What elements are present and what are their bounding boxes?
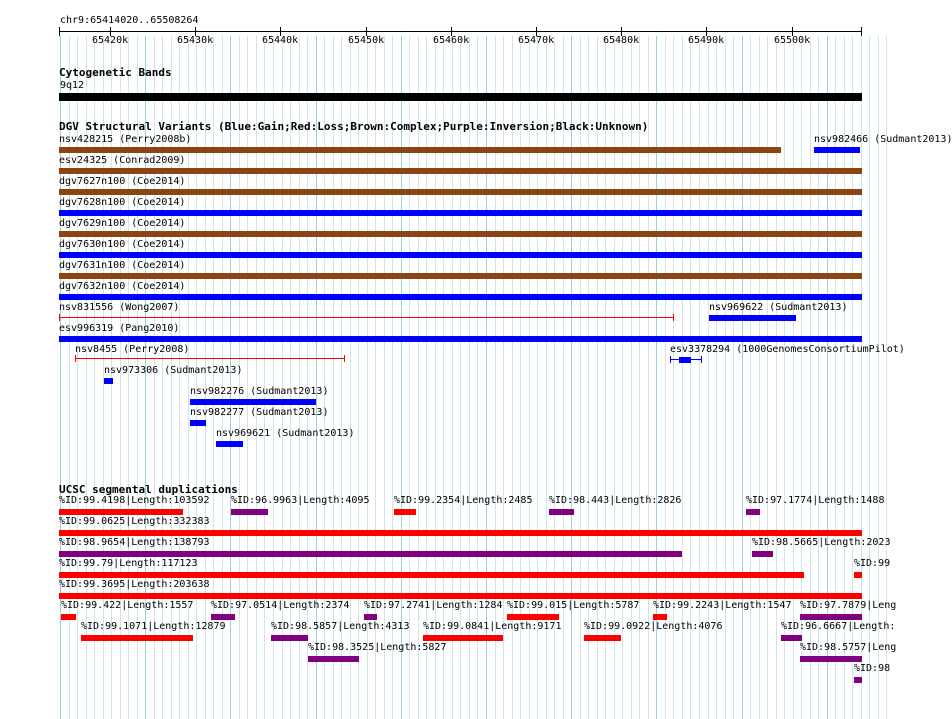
dgv-feature-label[interactable]: dgv7630n100 (Coe2014) (59, 239, 186, 250)
segdup-feature-bar[interactable] (59, 593, 862, 599)
ruler-tick-label: 65480k (603, 35, 640, 46)
segdup-feature-bar[interactable] (211, 614, 235, 620)
dgv-feature-endcap (59, 314, 60, 321)
segdup-feature-label[interactable]: %ID:97.2741|Length:1284 (364, 600, 503, 611)
segdup-feature-bar[interactable] (854, 572, 862, 578)
segdup-feature-label[interactable]: %ID:97.7879|Leng (800, 600, 897, 611)
segdup-feature-bar[interactable] (59, 572, 804, 578)
dgv-feature-label[interactable]: nsv973306 (Sudmant2013) (104, 365, 243, 376)
ruler-tick-label: 65440k (262, 35, 299, 46)
segdup-feature-label[interactable]: %ID:96.9963|Length:4095 (231, 495, 370, 506)
dgv-feature-label[interactable]: esv3378294 (1000GenomesConsortiumPilot) (670, 344, 905, 355)
dgv-feature-endcap (673, 314, 674, 321)
segdup-feature-label[interactable]: %ID:99.4198|Length:103592 (59, 495, 210, 506)
dgv-feature-bar[interactable] (709, 315, 796, 321)
segdup-feature-label[interactable]: %ID:99.422|Length:1557 (61, 600, 194, 611)
segdup-feature-bar[interactable] (59, 530, 862, 536)
segdup-feature-bar[interactable] (507, 614, 559, 620)
segdup-feature-bar[interactable] (231, 509, 268, 515)
dgv-feature-label[interactable]: dgv7632n100 (Coe2014) (59, 281, 186, 292)
dgv-feature-bar[interactable] (59, 210, 862, 216)
dgv-feature-endcap (701, 356, 702, 363)
segdup-feature-label[interactable]: %ID:98.5665|Length:2023 (752, 537, 891, 548)
segdup-feature-bar[interactable] (271, 635, 308, 641)
ruler-tick-label: 65460k (433, 35, 470, 46)
dgv-feature-bar[interactable] (59, 168, 862, 174)
dgv-feature-label[interactable]: nsv982277 (Sudmant2013) (190, 407, 329, 418)
segdup-feature-bar[interactable] (549, 509, 574, 515)
dgv-feature-label[interactable]: nsv831556 (Wong2007) (59, 302, 180, 313)
segdup-feature-label[interactable]: %ID:97.1774|Length:1488 (746, 495, 885, 506)
dgv-feature-bar[interactable] (190, 399, 316, 405)
ruler-tick-label: 65420k (92, 35, 129, 46)
segdup-feature-label[interactable]: %ID:98.5857|Length:4313 (271, 621, 410, 632)
segdup-feature-bar[interactable] (854, 677, 862, 683)
dgv-feature-bar[interactable] (59, 147, 781, 153)
segdup-feature-label[interactable]: %ID:99.0841|Length:9171 (423, 621, 562, 632)
segdup-feature-label[interactable]: %ID:99.2354|Length:2485 (394, 495, 533, 506)
dgv-track-title[interactable]: DGV Structural Variants (Blue:Gain;Red:Loss;Brown:Complex;Purple:Inversion;Black:Unknown) (59, 120, 649, 133)
segdup-feature-bar[interactable] (584, 635, 621, 641)
segdup-feature-label[interactable]: %ID:99.0922|Length:4076 (584, 621, 723, 632)
segdup-feature-label[interactable]: %ID:99.3695|Length:203638 (59, 579, 210, 590)
dgv-feature-label[interactable]: dgv7631n100 (Coe2014) (59, 260, 186, 271)
segdup-feature-bar[interactable] (653, 614, 667, 620)
segdup-feature-label[interactable]: %ID:98.3525|Length:5827 (308, 642, 447, 653)
dgv-feature-bar[interactable] (59, 336, 862, 342)
dgv-feature-label[interactable]: nsv428215 (Perry2008b) (59, 134, 192, 145)
dgv-feature-bar[interactable] (59, 273, 862, 279)
segdup-feature-bar[interactable] (59, 551, 682, 557)
segdup-feature-bar[interactable] (308, 656, 359, 662)
ruler-tick-label: 65430k (177, 35, 214, 46)
segdup-feature-label[interactable]: %ID:97.0514|Length:2374 (211, 600, 350, 611)
segdup-feature-bar[interactable] (81, 635, 193, 641)
dgv-feature-bar[interactable] (814, 147, 860, 153)
segdup-feature-label[interactable]: %ID:99.79|Length:117123 (59, 558, 198, 569)
ruler-axis[interactable] (59, 31, 862, 32)
dgv-feature-endcap (75, 355, 76, 362)
segdup-feature-bar[interactable] (394, 509, 416, 515)
ruler-tick-label: 65450k (348, 35, 385, 46)
dgv-feature-label[interactable]: nsv982276 (Sudmant2013) (190, 386, 329, 397)
segdup-feature-bar[interactable] (781, 635, 802, 641)
cytoband-track-title[interactable]: Cytogenetic Bands (59, 66, 172, 79)
segdup-feature-label[interactable]: %ID:99.1071|Length:12879 (81, 621, 226, 632)
ruler-tick-label: 65500k (774, 35, 811, 46)
dgv-feature-bar[interactable] (679, 357, 691, 363)
ruler-tick-label: 65470k (518, 35, 555, 46)
ruler-left-arrow (59, 27, 60, 36)
dgv-feature-label[interactable]: nsv969621 (Sudmant2013) (216, 428, 355, 439)
dgv-feature-bar[interactable] (59, 294, 862, 300)
cytoband-bar[interactable] (59, 93, 862, 101)
dgv-feature-line[interactable] (75, 358, 344, 359)
segdup-feature-bar[interactable] (59, 509, 183, 515)
segdup-feature-label[interactable]: %ID:99.0625|Length:332383 (59, 516, 210, 527)
segdup-feature-label[interactable]: %ID:96.6667|Length: (781, 621, 896, 632)
dgv-feature-label[interactable]: nsv969622 (Sudmant2013) (709, 302, 848, 313)
segdup-feature-bar[interactable] (423, 635, 503, 641)
dgv-feature-label[interactable]: dgv7629n100 (Coe2014) (59, 218, 186, 229)
dgv-feature-endcap (344, 355, 345, 362)
dgv-feature-label[interactable]: esv24325 (Conrad2009) (59, 155, 186, 166)
dgv-feature-label[interactable]: dgv7628n100 (Coe2014) (59, 197, 186, 208)
dgv-feature-bar[interactable] (190, 420, 206, 426)
segdup-feature-label[interactable]: %ID:98.443|Length:2826 (549, 495, 682, 506)
segdup-track-title[interactable]: UCSC segmental duplications (59, 483, 238, 496)
segdup-feature-label[interactable]: %ID:99.2243|Length:1547 (653, 600, 792, 611)
segdup-feature-bar[interactable] (364, 614, 377, 620)
dgv-feature-bar[interactable] (59, 231, 862, 237)
dgv-feature-label[interactable]: esv996319 (Pang2010) (59, 323, 180, 334)
segdup-feature-bar[interactable] (746, 509, 760, 515)
ruler-right-arrow (861, 27, 862, 36)
dgv-feature-bar[interactable] (216, 441, 243, 447)
dgv-feature-label[interactable]: nsv8455 (Perry2008) (75, 344, 190, 355)
dgv-feature-line[interactable] (59, 317, 673, 318)
dgv-feature-label[interactable]: nsv982466 (Sudmant2013) (814, 134, 952, 145)
segdup-feature-label[interactable]: %ID:98.5757|Leng (800, 642, 897, 653)
dgv-feature-bar[interactable] (59, 252, 862, 258)
ruler-tick-label: 65490k (688, 35, 725, 46)
dgv-feature-bar[interactable] (59, 189, 862, 195)
segdup-feature-label[interactable]: %ID:98 (854, 663, 891, 674)
dgv-feature-label[interactable]: dgv7627n100 (Coe2014) (59, 176, 186, 187)
cytoband-label: 9q12 (60, 80, 85, 91)
segdup-feature-label[interactable]: %ID:98.9654|Length:138793 (59, 537, 210, 548)
segdup-feature-bar[interactable] (61, 614, 76, 620)
ruler-region-label: chr9:65414020..65508264 (60, 15, 199, 26)
dgv-feature-bar[interactable] (104, 378, 113, 384)
segdup-feature-bar[interactable] (800, 614, 862, 620)
dgv-feature-endcap (670, 356, 671, 363)
segdup-feature-label[interactable]: %ID:99.015|Length:5787 (507, 600, 640, 611)
segdup-feature-bar[interactable] (800, 656, 862, 662)
segdup-feature-bar[interactable] (752, 551, 773, 557)
segdup-feature-label[interactable]: %ID:99 (854, 558, 891, 569)
